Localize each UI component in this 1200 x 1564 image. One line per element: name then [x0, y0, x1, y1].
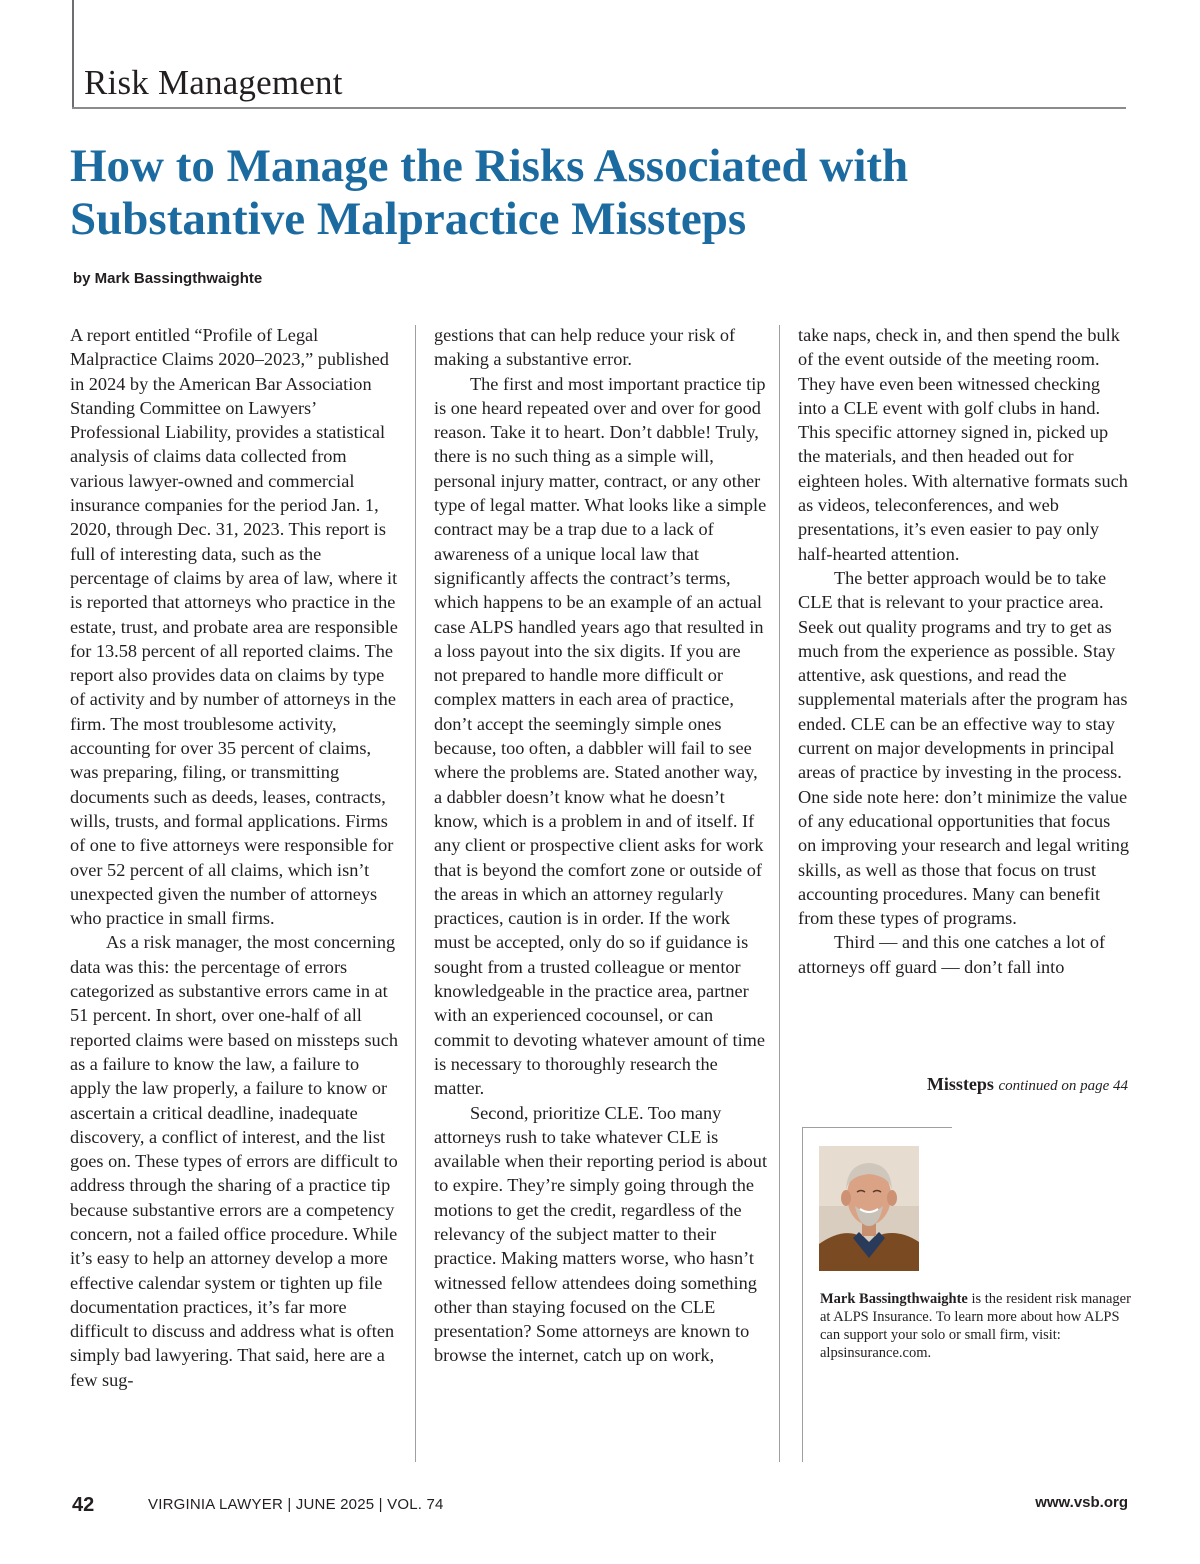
- author-portrait-image: [819, 1146, 919, 1271]
- title-line-2: Substantive Malpractice Missteps: [70, 193, 747, 245]
- column-3: [798, 323, 1130, 979]
- header-vertical-rule: [72, 0, 74, 108]
- section-label: Risk Management: [84, 63, 343, 102]
- header-horizontal-rule: [72, 107, 1126, 109]
- paragraph: Second, prioritize CLE. Too many attorneys rush to take whatever CLE is available when their reporting period is about to expire. They’re simply going through the motions to get the credit, regardless of the relevancy of the subject matter to their practice. Making matters worse, who hasn’t witnessed fellow attendees doing something other than staying focused on the CLE presentation? Some attorneys are known to browse the internet, catch up on work,: [434, 1102, 768, 1366]
- continued-text: continued on page 44: [998, 1078, 1128, 1094]
- article-title: [70, 140, 1130, 246]
- paragraph: take naps, check in, and then spend the bulk of the event outside of the meeting room. They have even been witnessed checking into a CLE event with golf clubs in hand. This specific attorney signed in, picked up the materials, and then headed out for eighteen holes. With alternative formats such as videos, teleconferences, and web presentations, it’s even easier to pay only half-hearted attention.: [798, 325, 1128, 564]
- continued-note: [927, 1074, 1128, 1095]
- author-bio: [820, 1290, 1132, 1362]
- paragraph: The better approach would be to take CLE that is relevant to your practice area. Seek out quality programs and try to get as much from the experience as possible. Stay attentive, ask questions, and read the supplemental materials after the program has ended. CLE can be an effective way to stay current on major developments in principal areas of practice by investing in the process. One side note here: don’t minimize the value of any educational opportunities that focus on improving your research and legal writing skills, as well as those that focus on trust accounting procedures. Many can benefit from these types of programs.: [798, 567, 1129, 929]
- paragraph: Third — and this one catches a lot of attorneys off guard — don’t fall into: [798, 932, 1106, 977]
- byline: by Mark Bassingthwaighte: [73, 270, 263, 287]
- bio-name: Mark Bassingthwaighte: [820, 1291, 968, 1307]
- bio-frame-top: [802, 1127, 952, 1128]
- paragraph: The first and most important practice tip is one heard repeated over and over for good reason. Take it to heart. Don’t dabble! Truly, there is no such thing as a simple will, personal injury matter, contract, or any other type of legal matter. What looks like a simple contract may be a trap due to a lack of awareness of a unique local law that significantly affects the contract’s terms, which happens to be an example of an actual case ALPS handled years ago that resulted in a loss payout into the six digits. If you are not prepared to handle more difficult or complex matters in each area of practice, don’t accept the seemingly simple ones because, too often, a dabbler will fail to see where the problems are. Stated another way, a dabbler doesn’t know what he doesn’t know, which is a problem in and of itself. If any client or prospective client asks for work that is beyond the comfort zone or outside of the areas in which an attorney regularly practices, caution is in order. If the work must be accepted, only do so if guidance is sought from a trusted colleague or mentor knowledgeable in the practice area, partner with an experienced cocounsel, or can commit to devoting whatever amount of time is necessary to thoroughly research the matter.: [434, 373, 767, 1099]
- website-url[interactable]: www.vsb.org: [1035, 1494, 1128, 1511]
- column-1: [70, 323, 402, 1392]
- author-photo: [819, 1146, 919, 1271]
- title-line-1: How to Manage the Risks Associated with: [70, 140, 909, 192]
- column-divider: [779, 325, 780, 1462]
- publication-info: VIRGINIA LAWYER | JUNE 2025 | VOL. 74: [148, 1496, 444, 1513]
- column-divider: [415, 325, 416, 1462]
- paragraph: A report entitled “Profile of Legal Malpractice Claims 2020–2023,” published in 2024 by the American Bar Association Standing Committee on Lawyers’ Professional Liability, provides a statistical analysis of claims data collected from various lawyer-owned and commercial insurance companies for the period Jan. 1, 2020, through Dec. 31, 2023. This report is full of interesting data, such as the percentage of claims by area of law, where it is reported that attorneys who practice in the estate, trust, and probate area are responsible for 13.58 percent of all reported claims. The report also provides data on claims by type of activity and by number of attorneys in the firm. The most troublesome activity, accounting for over 35 percent of claims, was preparing, filing, or transmitting documents such as deeds, leases, contracts, wills, trusts, and formal applications. Firms of one to five attorneys were responsible for over 52 percent of all claims, which isn’t unexpected given the number of attorneys who practice in small firms.: [70, 325, 398, 929]
- paragraph: gestions that can help reduce your risk of making a substantive error.: [434, 325, 736, 370]
- page-number: 42: [72, 1494, 95, 1516]
- bio-text: is the resident risk manager at ALPS Insurance. To learn more about how ALPS can support your solo or small firm, visit: alpsinsurance.com.: [820, 1291, 1131, 1361]
- continued-keyword: Missteps: [926, 1074, 994, 1094]
- bio-frame-left: [802, 1127, 803, 1462]
- column-2: [434, 323, 768, 1368]
- paragraph: As a risk manager, the most concerning data was this: the percentage of errors categorized as substantive errors came in at 51 percent. In short, over one-half of all reported claims were based on missteps such as a failure to know the law, a failure to apply the law properly, a failure to know or ascertain a critical deadline, inadequate discovery, a conflict of interest, and the list goes on. These types of errors are difficult to address through the sharing of a practice tip because substantive errors are a competency concern, not a failed office procedure. While it’s easy to help an attorney develop a more effective calendar system or tighten up file documentation practices, it’s far more difficult to discuss and address what is often simply bad lawyering. That said, here are a few sug-: [70, 932, 398, 1390]
